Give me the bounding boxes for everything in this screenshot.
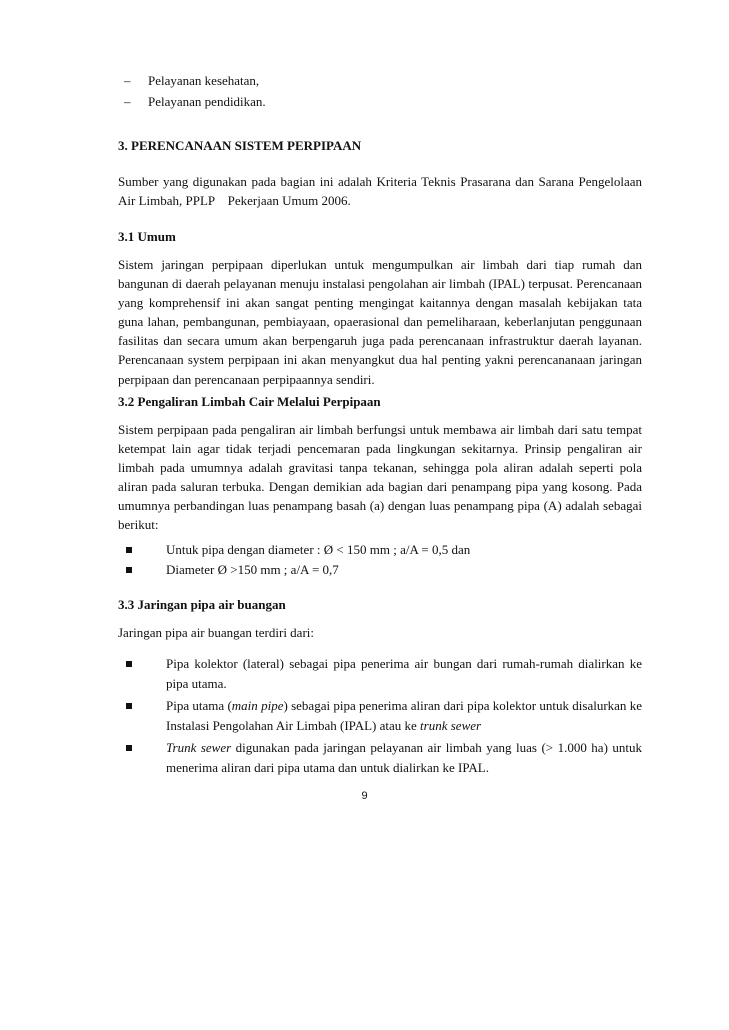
dash-marker: – <box>124 73 131 88</box>
list-item <box>118 540 642 560</box>
list-item <box>118 654 642 693</box>
page-number: 9 <box>361 790 368 802</box>
section-3-3-intro-text: Jaringan pipa air buangan terdiri dari: <box>118 625 315 640</box>
italic-term: trunk sewer <box>420 717 482 733</box>
italic-term: main pipe <box>231 698 284 713</box>
square-bullet-icon <box>126 567 132 573</box>
square-bullet-icon <box>126 745 132 751</box>
list-item-text: Untuk pipa dengan diameter : Ø < 150 mm ; a/A = 0,5 dan <box>166 542 471 557</box>
section-3-1-paragraph: Sistem jaringan perpipaan diperlukan untuk mengumpulkan air limbah dari tiap rumah dan bangunan di daerah pelayanan menuju instalasi pengolahan air limbah (IPAL) terpusat. Perencanaan yang komprehensif ini akan sangat penting mengingat kaitannya dengan masalah kebijakan tata guna lahan, pembangunan, pembiayaan, opaerasional dan pemeliharaan, keberlanjutan penggunaan fasilitas dan secara umum akan berpengaruh juga pada perencanaan infrastruktur daerah layanan. Perencanaan system perpipaan ini akan menyangkut dua hal penting yakni perencananaan jaringan perpipaan dan perencanaan perpipaannya sendiri. <box>118 257 642 387</box>
square-bullet-icon <box>126 661 132 667</box>
square-bullet-icon <box>126 547 132 553</box>
section-3-2-body <box>118 420 642 535</box>
list-item-text: Pipa kolektor (lateral) sebagai pipa penerima air bungan dari rumah-rumah dialirkan ke pipa utama. <box>166 656 642 691</box>
section-3-2-heading: 3.2 Pengaliran Limbah Cair Melalui Perpipaan <box>118 394 381 409</box>
list-item <box>118 696 642 735</box>
section-3 <box>118 137 642 155</box>
square-bullet-icon <box>126 703 132 709</box>
section-3-1-heading: 3.1 Umum <box>118 229 176 244</box>
text-segment: digunakan pada jaringan pelayanan air limbah yang luas (> 1.000 ha) untuk menerima aliran dari pipa utama dan untuk dialirkan ke IPAL. <box>166 740 642 775</box>
section-3-3 <box>118 596 642 614</box>
list-item-text: Pelayanan pendidikan. <box>148 94 266 109</box>
section-3-3-bullets <box>118 654 642 777</box>
list-item-text <box>166 698 642 733</box>
section-3-1 <box>118 228 642 246</box>
section-3-3-heading: 3.3 Jaringan pipa air buangan <box>118 597 286 612</box>
text-segment: Pipa utama ( <box>166 698 232 713</box>
section-3-paragraph: Sumber yang digunakan pada bagian ini adalah Kriteria Teknis Prasarana dan Sarana Pengelolaan Air Limbah, PPLP Pekerjaan Umum 2006. <box>118 174 645 209</box>
list-item-text: Pelayanan kesehatan, <box>148 73 260 88</box>
section-3-2 <box>118 393 642 411</box>
section-3-heading: 3. PERENCANAAN SISTEM PERPIPAAN <box>118 138 362 153</box>
list-item <box>118 560 642 580</box>
list-item-text <box>166 740 642 775</box>
dash-marker: – <box>124 94 131 109</box>
section-3-1-body <box>118 255 642 389</box>
section-3-2-paragraph: Sistem perpipaan pada pengaliran air limbah berfungsi untuk membawa air limbah dari satu tempat ketempat lain agar tidak terjadi pencemaran pada lingkungan sekitarnya. Prinsip pengaliran air limbah pada umumnya adalah gravitasi tanpa tekanan, sehingga pola aliran adalah seperti pola aliran pada saluran terbuka. Dengan demikian ada bagian dari penampang pipa yang kosong. Pada umumnya perbandingan luas penampang basah (a) dengan luas penampang pipa (A) adalah sebagai berikut: <box>118 422 642 533</box>
section-3-3-intro <box>118 623 642 642</box>
text-segment: ) sebagai pipa penerima aliran dari pipa kolektor untuk disalurkan ke Instalasi Pengolahan Air Limbah (IPAL) atau ke <box>166 698 642 733</box>
section-3-body <box>118 172 645 210</box>
section-3-2-bullets <box>118 540 642 579</box>
intro-dash-list <box>124 70 266 112</box>
italic-term: Trunk sewer <box>166 740 232 755</box>
list-item <box>118 738 642 777</box>
list-item <box>124 70 266 91</box>
list-item-text: Diameter Ø >150 mm ; a/A = 0,7 <box>166 561 339 577</box>
list-item <box>124 91 266 112</box>
